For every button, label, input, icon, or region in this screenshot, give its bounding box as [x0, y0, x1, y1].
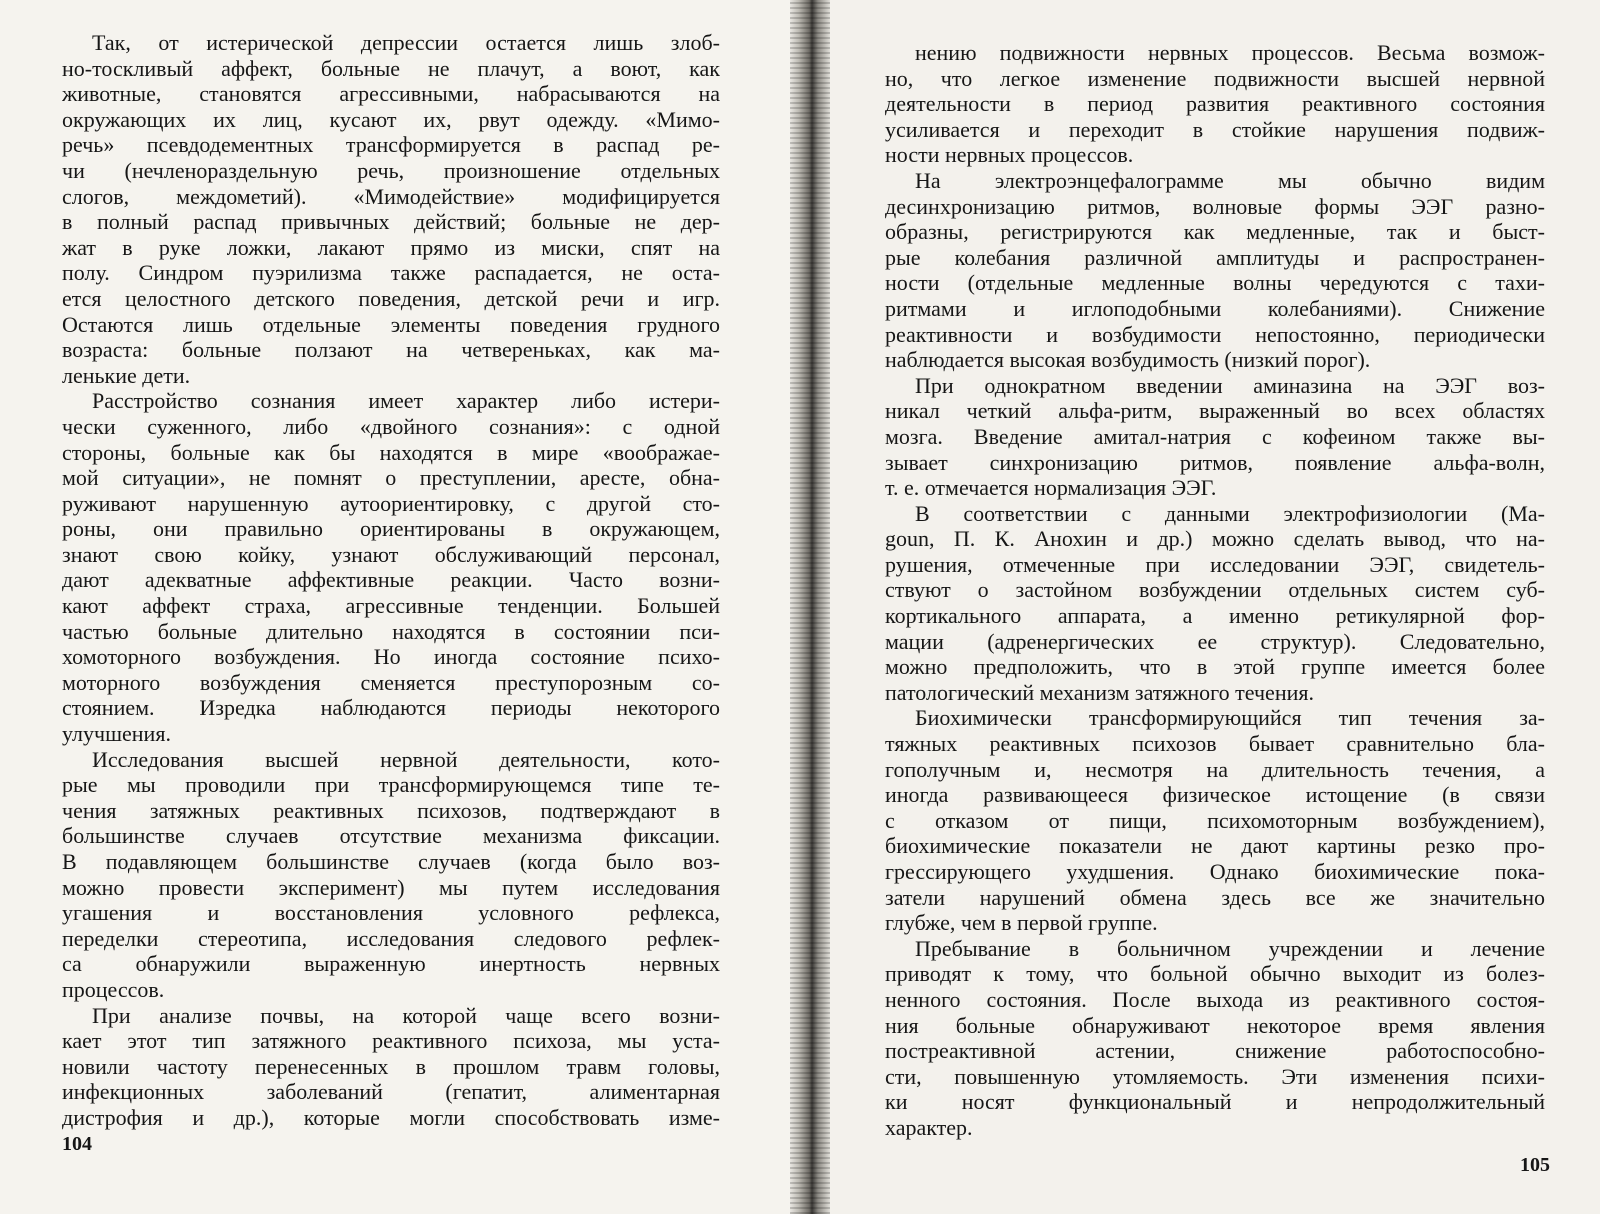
text-line: рые мы проводили при трансформирующемся типе те- [62, 772, 720, 798]
text-line: жат в руке ложки, лакают прямо из миски, спят на [62, 234, 720, 260]
text-line: можно предположить, что в этой группе имеется более [885, 654, 1545, 680]
text-line: дают адекватные аффективные реакции. Часто возни- [62, 567, 720, 593]
paragraph [885, 40, 1545, 168]
text-line: ется целостного детского поведения, детской речи и игр. [62, 285, 720, 311]
text-line: постреактивной астении, снижение работоспособно- [885, 1038, 1545, 1064]
text-line: т. е. отмечается нормализация ЭЭГ. [885, 475, 1217, 501]
paragraph [62, 30, 720, 388]
text-line: окружающих их лиц, кусают их, рвут одежду. «Мимо- [62, 106, 720, 132]
text-line: мации (адренергических ее структур). Следовательно, [885, 628, 1545, 654]
paragraph [885, 705, 1545, 935]
text-line: Остаются лишь отдельные элементы поведения грудного [62, 311, 720, 337]
text-line: но-тоскливый аффект, больные не плачут, а воют, как [62, 55, 720, 81]
paragraph [62, 388, 720, 746]
text-line: можно провести эксперимент) мы путем исследования [62, 874, 720, 900]
text-line: Биохимически трансформирующийся тип течения за- [915, 705, 1545, 731]
text-line: инфекционных заболеваний (гепатит, алиментарная [62, 1079, 720, 1105]
text-line: процессов. [62, 976, 165, 1002]
text-line: грессирующего ухудшения. Однако биохимические пока- [885, 859, 1545, 884]
text-line: На электроэнцефалограмме мы обычно видим [915, 167, 1545, 193]
text-line: большинстве случаев отсутствие механизма фиксации. [62, 823, 720, 849]
text-line: ритмами и иглоподобными колебаниями). Снижение [885, 295, 1545, 321]
text-line: патологический механизм затяжного течения. [885, 679, 1314, 705]
text-line: никал четкий альфа-ритм, выраженный во всех областях [885, 398, 1545, 424]
text-line: ния больные обнаруживают некоторое время явления [885, 1012, 1545, 1038]
text-line: кают аффект страха, агрессивные тенденции. Большей [62, 593, 720, 619]
text-line: приводят к тому, что больной обычно выходит из болез- [885, 961, 1545, 987]
text-line: Исследования высшей нервной деятельности, кото- [92, 746, 720, 772]
text-line: но, что легкое изменение подвижности высшей нервной [885, 65, 1545, 91]
paragraph [885, 936, 1545, 1141]
text-line: ки носят функциональный и непродолжительный [885, 1089, 1545, 1115]
text-line: характер. [885, 1114, 973, 1140]
text-line: переделки стереотипа, исследования следового рефлек- [62, 925, 720, 951]
text-line: тяжных реактивных психозов бывает сравнительно бла- [885, 731, 1545, 757]
text-line: стороны, больные как бы находятся в мире «воображае- [62, 439, 720, 465]
text-line: нению подвижности нервных процессов. Весьма возмож- [915, 40, 1545, 65]
paragraph [62, 1003, 720, 1131]
text-line: руживают нарушенную аутоориентировку, с другой сто- [62, 490, 720, 516]
text-line: ности нервных процессов. [885, 142, 1134, 168]
text-line: речь» псевдодементных трансформируется в распад ре- [62, 132, 720, 158]
text-line: ненного состояния. После выхода из реактивного состоя- [885, 986, 1545, 1012]
text-line: возраста: больные ползают на четвереньках, как ма- [62, 337, 720, 363]
text-line: кает этот тип затяжного реактивного психоза, мы уста- [62, 1028, 720, 1054]
text-line: десинхронизацию ритмов, волновые формы ЭЭГ разно- [885, 193, 1545, 219]
text-line: В подавляющем большинстве случаев (когда было воз- [62, 849, 720, 874]
text-line: чески суженного, либо «двойного сознания»: с одной [62, 413, 720, 439]
paragraph [885, 501, 1545, 706]
text-line: При анализе почвы, на которой чаще всего возни- [92, 1002, 720, 1028]
text-line: мозга. Введение амитал-натрия с кофеином также вы- [885, 423, 1545, 449]
paragraph [885, 373, 1545, 501]
text-line: ствуют о застойном возбуждении отдельных систем суб- [885, 577, 1545, 603]
text-line: Расстройство сознания имеет характер либо истери- [92, 388, 720, 414]
text-line: стоянием. Изредка наблюдаются периоды некоторого [62, 695, 720, 721]
text-line: Так, от истерической депрессии остается лишь злоб- [92, 30, 720, 55]
text-line: Пребывание в больничном учреждении и лечение [915, 935, 1545, 961]
text-line: угашения и восстановления условного рефлекса, [62, 900, 720, 926]
book-gutter [790, 0, 830, 1214]
text-line: са обнаружили выраженную инертность нервных [62, 951, 720, 977]
text-line: сти, повышенную утомляемость. Эти изменения психи- [885, 1063, 1545, 1089]
text-line: наблюдается высокая возбудимость (низкий порог). [885, 347, 1371, 373]
text-line: новили частоту перенесенных в прошлом травм головы, [62, 1053, 720, 1079]
text-line: улучшения. [62, 721, 171, 747]
text-line: реактивности и возбудимости непостоянно, периодически [885, 321, 1545, 347]
text-line: биохимические показатели не дают картины резко про- [885, 833, 1545, 859]
text-line: в полный распад привычных действий; больные не дер- [62, 209, 720, 235]
text-line: полу. Синдром пуэрилизма также распадается, не оста- [62, 260, 720, 286]
left-page [0, 0, 790, 1214]
right-page [830, 0, 1600, 1214]
right-text-column [885, 40, 1545, 1141]
text-line: затели нарушений обмена здесь все же значительно [885, 884, 1545, 910]
text-line: чения затяжных реактивных психозов, подтверждают в [62, 797, 720, 823]
text-line: кортикального аппарата, а именно ретикулярной фор- [885, 603, 1545, 629]
text-line: знают свою койку, узнают обслуживающий персонал, [62, 541, 720, 567]
text-line: деятельности в период развития реактивного состояния [885, 91, 1545, 117]
text-line: мой ситуации», не помнят о преступлении, аресте, обна- [62, 465, 720, 491]
page-number-left: 104 [62, 1133, 92, 1155]
text-line: рушения, отмеченные при исследовании ЭЭГ, свидетель- [885, 551, 1545, 577]
text-line: ности (отдельные медленные волны чередуются с тахи- [885, 270, 1545, 296]
text-line: зывает синхронизацию ритмов, появление альфа-волн, [885, 449, 1545, 475]
text-line: образны, регистрируются как медленные, так и быст- [885, 219, 1545, 245]
text-line: В соответствии с данными электрофизиологии (Ма- [915, 500, 1545, 526]
text-line: животные, становятся агрессивными, набрасываются на [62, 81, 720, 107]
text-line: чи (нечленораздельную речь, произношение отдельных [62, 157, 720, 183]
text-line: дистрофия и др.), которые могли способствовать изме- [62, 1104, 720, 1130]
paragraph [885, 168, 1545, 373]
text-line: рые колебания различной амплитуды и распространен- [885, 244, 1545, 270]
text-line: хомоторного возбуждения. Но иногда состояние психо- [62, 644, 720, 670]
text-line: усиливается и переходит в стойкие нарушения подвиж- [885, 116, 1545, 142]
paragraph [62, 747, 720, 1003]
text-line: иногда развивающееся физическое истощение (в связи [885, 782, 1545, 808]
page-number-right: 105 [1520, 1154, 1550, 1176]
text-line: ленькие дети. [62, 362, 191, 388]
text-line: роны, они правильно ориентированы в окружающем, [62, 516, 720, 542]
text-line: слогов, междометий). «Мимодействие» модифицируется [62, 183, 720, 209]
text-line: частью больные длительно находятся в состоянии пси- [62, 618, 720, 644]
left-text-column [62, 30, 720, 1131]
text-line: моторного возбуждения сменяется преступорозным со- [62, 669, 720, 695]
text-line: При однократном введении аминазина на ЭЭГ воз- [915, 372, 1545, 398]
text-line: гополучным и, несмотря на длительность течения, а [885, 756, 1545, 782]
text-line: goun, П. К. Анохин и др.) можно сделать вывод, что на- [885, 526, 1545, 552]
text-line: глубже, чем в первой группе. [885, 910, 1158, 936]
text-line: с отказом от пищи, психомоторным возбуждением), [885, 807, 1545, 833]
